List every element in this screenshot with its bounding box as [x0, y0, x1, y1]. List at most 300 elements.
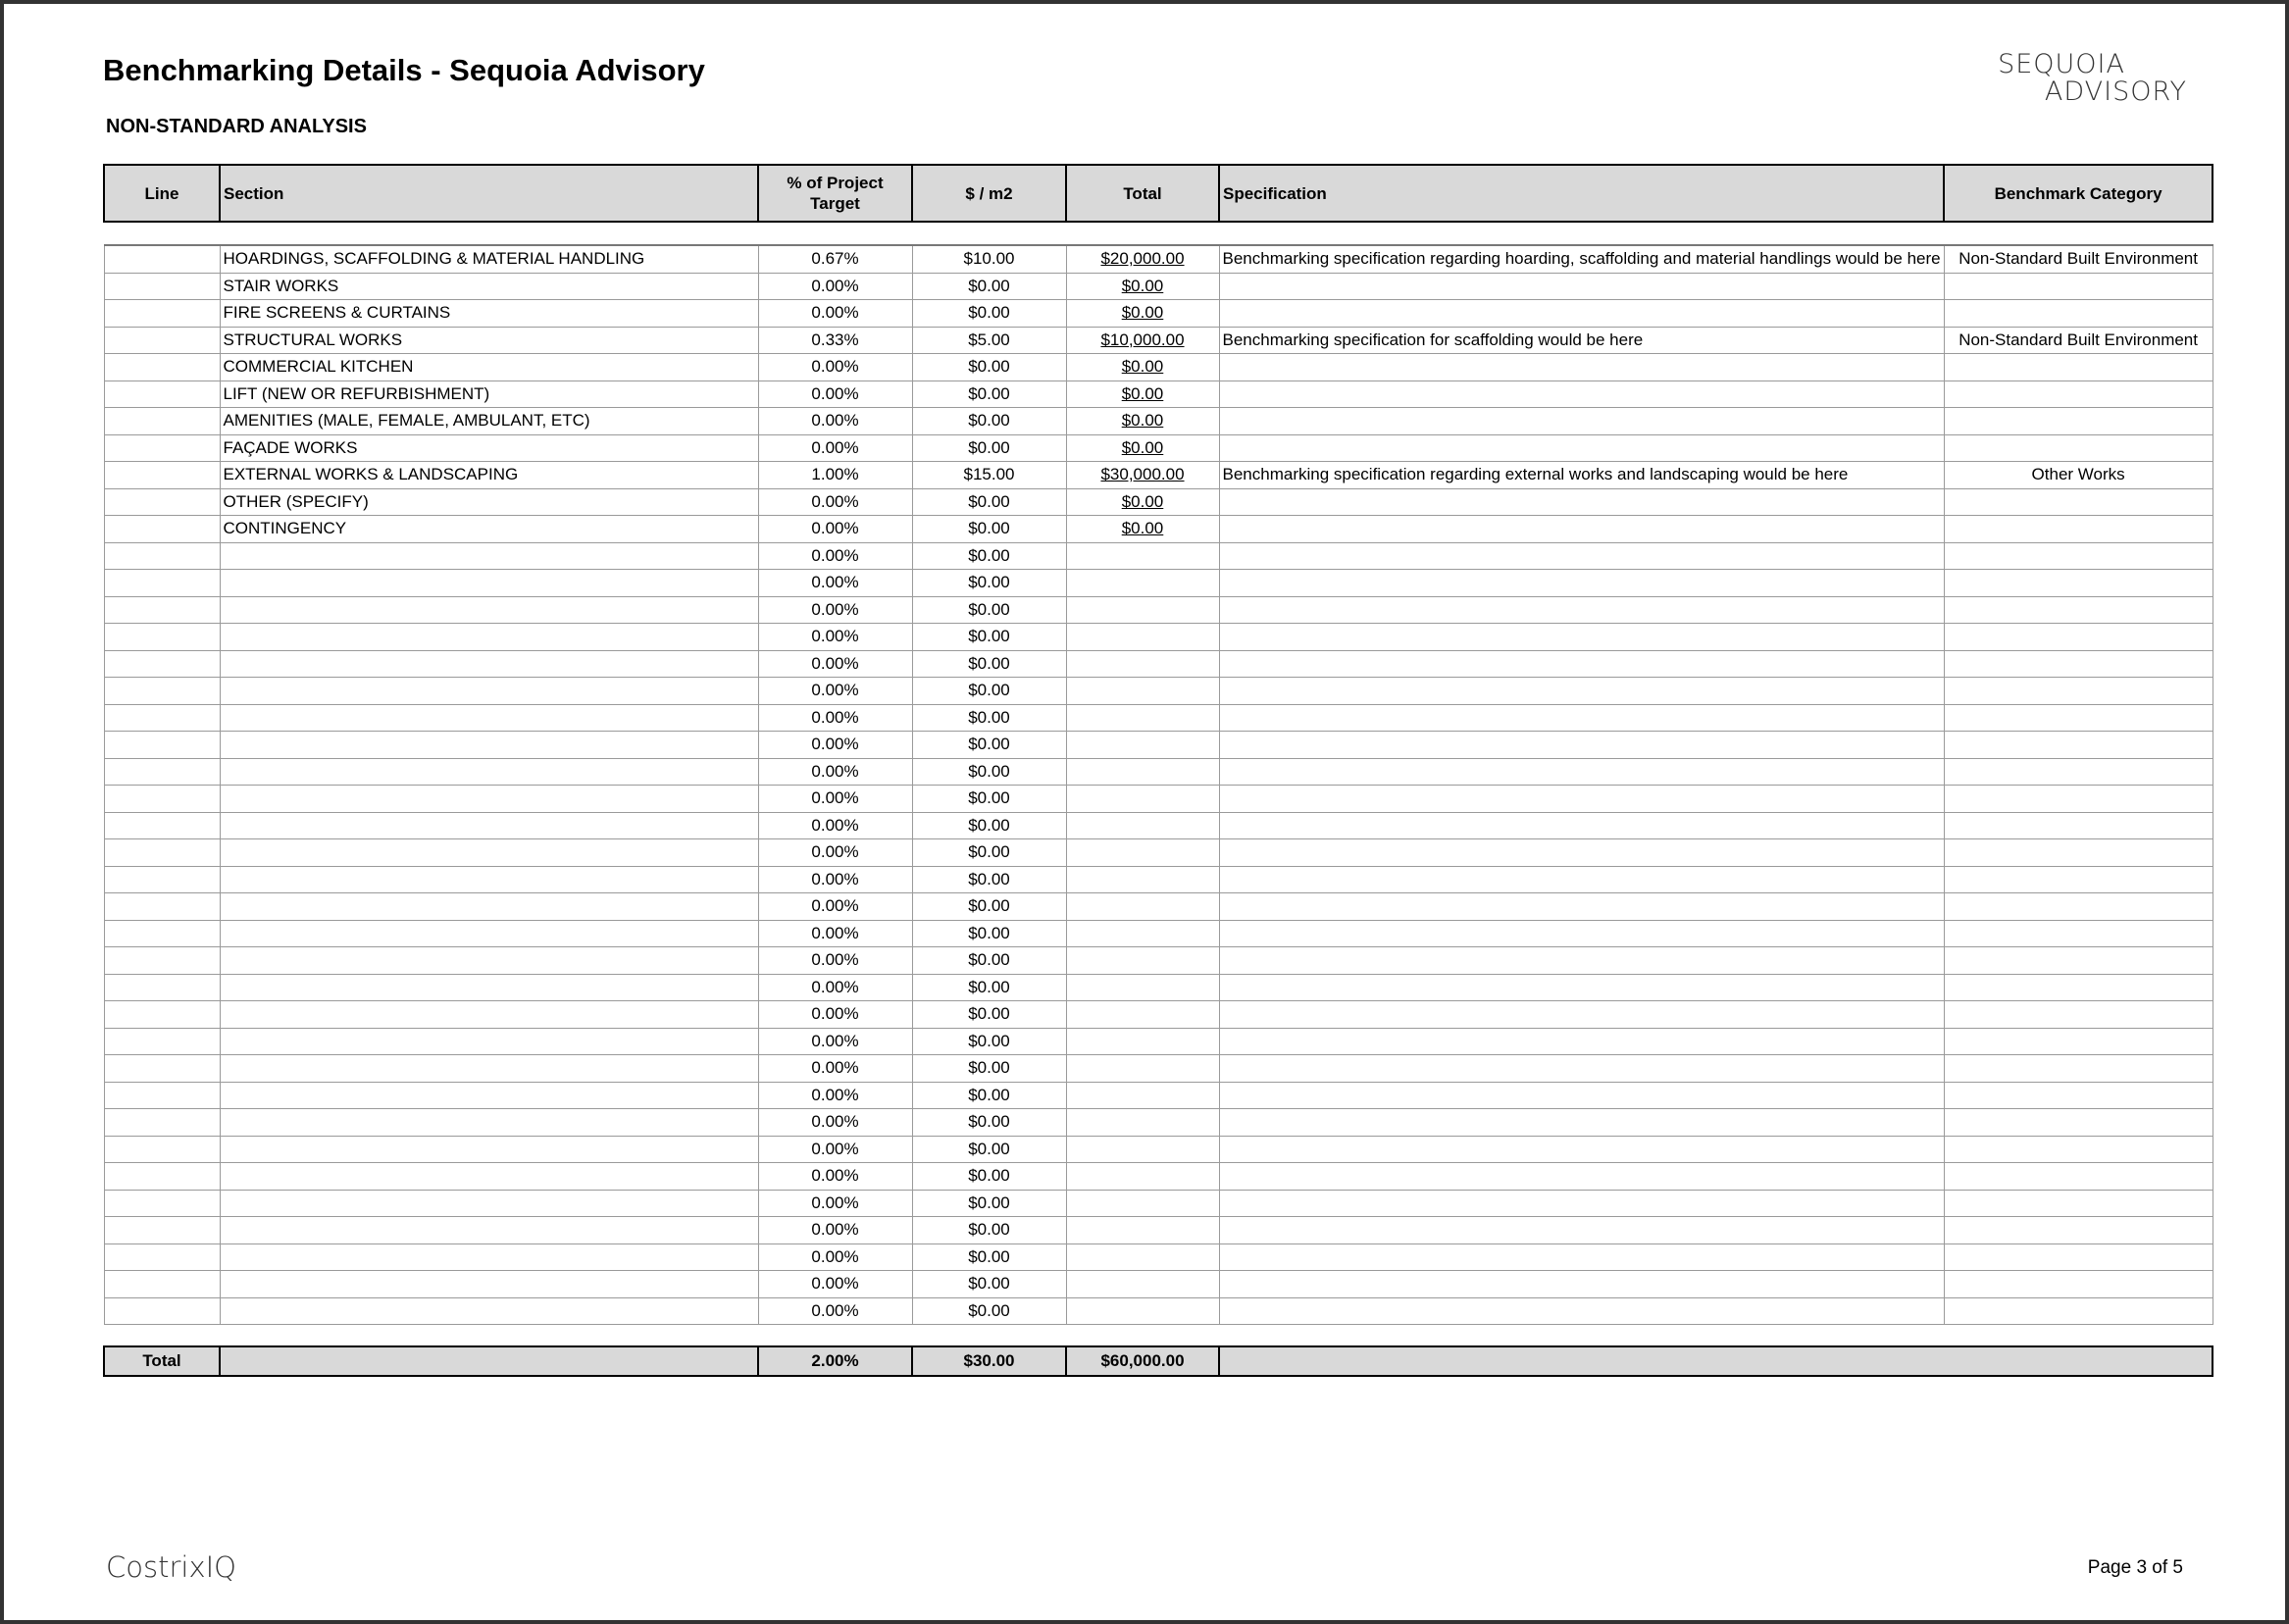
cell-category: [1944, 381, 2213, 408]
col-header-category: Benchmark Category: [1944, 165, 2213, 222]
cell-line: [104, 516, 220, 543]
cell-category: [1944, 408, 2213, 435]
cell-spec: [1219, 408, 1944, 435]
cell-line: [104, 300, 220, 328]
table-row: [104, 1082, 2213, 1109]
cell-pct: 0.00%: [758, 678, 912, 705]
cell-pct: 0.00%: [758, 758, 912, 786]
cell-pct: 0.00%: [758, 354, 912, 381]
cell-total: [1066, 974, 1219, 1001]
cell-per-m2: $0.00: [912, 1297, 1066, 1325]
cell-line: [104, 1243, 220, 1271]
cell-total: $10,000.00: [1066, 327, 1219, 354]
cell-section: [220, 1109, 758, 1137]
cell-pct: 0.00%: [758, 732, 912, 759]
cell-section: [220, 786, 758, 813]
cell-spec: [1219, 1217, 1944, 1244]
totals-row: [104, 1346, 2213, 1376]
cell-category: [1944, 1271, 2213, 1298]
cell-spec: [1219, 1136, 1944, 1163]
cell-total: [1066, 1082, 1219, 1109]
cell-category: [1944, 596, 2213, 624]
cell-pct: 0.00%: [758, 1297, 912, 1325]
cell-category: [1944, 1109, 2213, 1137]
cell-spec: [1219, 758, 1944, 786]
cell-spec: [1219, 516, 1944, 543]
cell-total: [1066, 1190, 1219, 1217]
cell-category: [1944, 1297, 2213, 1325]
benchmark-table: [103, 164, 2213, 1377]
cell-pct: 0.00%: [758, 488, 912, 516]
cell-line: [104, 381, 220, 408]
cell-spec: [1219, 920, 1944, 947]
table-row: [104, 839, 2213, 867]
cell-spec: [1219, 704, 1944, 732]
cell-section: [220, 1001, 758, 1029]
cell-category: [1944, 300, 2213, 328]
cell-category: [1944, 488, 2213, 516]
cell-line: [104, 462, 220, 489]
cell-pct: 0.33%: [758, 327, 912, 354]
header-row: [104, 165, 2213, 222]
table-row: [104, 1163, 2213, 1191]
cell-spec: [1219, 354, 1944, 381]
cell-per-m2: $0.00: [912, 786, 1066, 813]
cell-category: Other Works: [1944, 462, 2213, 489]
cell-spec: Benchmarking specification regarding hoarding, scaffolding and material handlings would be here: [1219, 245, 1944, 273]
table-row: [104, 1190, 2213, 1217]
cell-line: [104, 732, 220, 759]
cell-per-m2: $0.00: [912, 1271, 1066, 1298]
cell-section: AMENITIES (MALE, FEMALE, AMBULANT, ETC): [220, 408, 758, 435]
totals-pct: 2.00%: [758, 1346, 912, 1376]
cell-per-m2: $0.00: [912, 866, 1066, 893]
col-header-spec: Specification: [1219, 165, 1944, 222]
cell-line: [104, 786, 220, 813]
col-header-total: Total: [1066, 165, 1219, 222]
cell-per-m2: $0.00: [912, 1217, 1066, 1244]
cell-per-m2: $0.00: [912, 947, 1066, 975]
cell-category: [1944, 974, 2213, 1001]
cell-category: [1944, 1055, 2213, 1083]
cell-total: [1066, 1271, 1219, 1298]
cell-pct: 0.00%: [758, 866, 912, 893]
cell-per-m2: $0.00: [912, 300, 1066, 328]
cell-section: [220, 1297, 758, 1325]
totals-blank: [1219, 1346, 2213, 1376]
cell-total: [1066, 1136, 1219, 1163]
cell-spec: [1219, 1001, 1944, 1029]
cell-per-m2: $0.00: [912, 974, 1066, 1001]
cell-section: [220, 570, 758, 597]
table-row: [104, 434, 2213, 462]
cell-total: [1066, 1217, 1219, 1244]
cell-per-m2: $0.00: [912, 704, 1066, 732]
cell-pct: 0.00%: [758, 516, 912, 543]
cell-total: $0.00: [1066, 516, 1219, 543]
report-page: [4, 4, 2285, 1620]
cell-line: [104, 1136, 220, 1163]
cell-category: [1944, 624, 2213, 651]
page-title: Benchmarking Details - Sequoia Advisory: [103, 53, 705, 87]
cell-section: [220, 596, 758, 624]
cell-total: [1066, 1243, 1219, 1271]
cell-section: LIFT (NEW OR REFURBISHMENT): [220, 381, 758, 408]
cell-total: [1066, 542, 1219, 570]
cell-pct: 0.00%: [758, 542, 912, 570]
cell-pct: 0.00%: [758, 1055, 912, 1083]
table-row: [104, 542, 2213, 570]
cell-spec: [1219, 273, 1944, 300]
cell-per-m2: $0.00: [912, 354, 1066, 381]
cell-category: [1944, 678, 2213, 705]
cell-total: [1066, 732, 1219, 759]
cell-section: OTHER (SPECIFY): [220, 488, 758, 516]
cell-per-m2: $0.00: [912, 434, 1066, 462]
cell-total: [1066, 678, 1219, 705]
cell-per-m2: $0.00: [912, 893, 1066, 921]
cell-pct: 0.00%: [758, 273, 912, 300]
col-header-section: Section: [220, 165, 758, 222]
table-row: [104, 812, 2213, 839]
logo-line-2: ADVISORY: [2044, 76, 2187, 107]
cell-pct: 1.00%: [758, 462, 912, 489]
cell-per-m2: $0.00: [912, 596, 1066, 624]
cell-section: [220, 704, 758, 732]
cell-category: [1944, 893, 2213, 921]
cell-section: [220, 542, 758, 570]
cell-line: [104, 273, 220, 300]
cell-pct: 0.00%: [758, 1136, 912, 1163]
cell-spec: [1219, 866, 1944, 893]
cell-line: [104, 704, 220, 732]
cell-category: [1944, 1136, 2213, 1163]
cell-per-m2: $0.00: [912, 1055, 1066, 1083]
cell-total: [1066, 920, 1219, 947]
cell-section: STRUCTURAL WORKS: [220, 327, 758, 354]
table-row: [104, 624, 2213, 651]
cell-line: [104, 434, 220, 462]
cell-category: [1944, 866, 2213, 893]
cell-total: $0.00: [1066, 354, 1219, 381]
cell-per-m2: $0.00: [912, 839, 1066, 867]
table-row: [104, 1109, 2213, 1137]
cell-per-m2: $0.00: [912, 650, 1066, 678]
cell-per-m2: $0.00: [912, 1001, 1066, 1029]
cell-spec: [1219, 596, 1944, 624]
cell-pct: 0.00%: [758, 786, 912, 813]
cell-per-m2: $0.00: [912, 542, 1066, 570]
table-row: [104, 570, 2213, 597]
cell-category: [1944, 273, 2213, 300]
cell-per-m2: $0.00: [912, 624, 1066, 651]
cell-section: FIRE SCREENS & CURTAINS: [220, 300, 758, 328]
cell-spec: [1219, 1271, 1944, 1298]
cell-per-m2: $0.00: [912, 732, 1066, 759]
cell-spec: [1219, 1055, 1944, 1083]
cell-per-m2: $0.00: [912, 408, 1066, 435]
table-row: [104, 1028, 2213, 1055]
cell-category: [1944, 354, 2213, 381]
cell-pct: 0.00%: [758, 408, 912, 435]
cell-total: [1066, 1163, 1219, 1191]
table-row: [104, 300, 2213, 328]
cell-total: $0.00: [1066, 273, 1219, 300]
cell-total: $0.00: [1066, 381, 1219, 408]
cell-spec: [1219, 1190, 1944, 1217]
cell-section: [220, 947, 758, 975]
cell-per-m2: $0.00: [912, 1243, 1066, 1271]
cell-pct: 0.00%: [758, 893, 912, 921]
cell-category: [1944, 434, 2213, 462]
cell-section: [220, 1217, 758, 1244]
cell-category: [1944, 1243, 2213, 1271]
cell-line: [104, 1297, 220, 1325]
cell-section: [220, 866, 758, 893]
cell-pct: 0.00%: [758, 1109, 912, 1137]
cell-per-m2: $0.00: [912, 1109, 1066, 1137]
table-row: [104, 273, 2213, 300]
cell-line: [104, 596, 220, 624]
cell-category: Non-Standard Built Environment: [1944, 245, 2213, 273]
cell-category: [1944, 704, 2213, 732]
cell-line: [104, 1163, 220, 1191]
cell-total: $0.00: [1066, 408, 1219, 435]
table-row: [104, 1297, 2213, 1325]
cell-total: [1066, 893, 1219, 921]
cell-spec: [1219, 1297, 1944, 1325]
col-header-per-m2: $ / m2: [912, 165, 1066, 222]
cell-section: [220, 624, 758, 651]
cell-pct: 0.00%: [758, 1082, 912, 1109]
cell-total: [1066, 786, 1219, 813]
cell-spec: Benchmarking specification for scaffolding would be here: [1219, 327, 1944, 354]
cell-per-m2: $0.00: [912, 1163, 1066, 1191]
cell-category: [1944, 732, 2213, 759]
sequoia-advisory-logo: [1971, 51, 2187, 106]
cell-line: [104, 650, 220, 678]
cell-category: [1944, 1028, 2213, 1055]
cell-section: COMMERCIAL KITCHEN: [220, 354, 758, 381]
cell-total: [1066, 650, 1219, 678]
cell-spec: [1219, 678, 1944, 705]
cell-category: [1944, 1001, 2213, 1029]
col-header-line: Line: [104, 165, 220, 222]
cell-spec: [1219, 488, 1944, 516]
cell-per-m2: $0.00: [912, 570, 1066, 597]
cell-category: [1944, 920, 2213, 947]
totals-label: Total: [104, 1346, 220, 1376]
cell-section: FAÇADE WORKS: [220, 434, 758, 462]
cell-line: [104, 920, 220, 947]
totals-section: [220, 1346, 758, 1376]
cell-category: [1944, 516, 2213, 543]
cell-spec: [1219, 947, 1944, 975]
cell-spec: [1219, 542, 1944, 570]
table-body: [104, 245, 2213, 1325]
cell-total: $20,000.00: [1066, 245, 1219, 273]
cell-line: [104, 408, 220, 435]
cell-line: [104, 1217, 220, 1244]
table-row: [104, 245, 2213, 273]
cell-pct: 0.00%: [758, 974, 912, 1001]
cell-spec: [1219, 974, 1944, 1001]
cell-per-m2: $10.00: [912, 245, 1066, 273]
cell-section: HOARDINGS, SCAFFOLDING & MATERIAL HANDLING: [220, 245, 758, 273]
cell-section: EXTERNAL WORKS & LANDSCAPING: [220, 462, 758, 489]
cell-category: [1944, 1217, 2213, 1244]
cell-spec: [1219, 1243, 1944, 1271]
cell-per-m2: $0.00: [912, 488, 1066, 516]
cell-per-m2: $0.00: [912, 758, 1066, 786]
cell-line: [104, 678, 220, 705]
cell-section: [220, 732, 758, 759]
cell-spec: [1219, 434, 1944, 462]
cell-line: [104, 839, 220, 867]
table-row: [104, 1136, 2213, 1163]
cell-total: [1066, 1028, 1219, 1055]
table-row: [104, 462, 2213, 489]
cell-line: [104, 1001, 220, 1029]
table-row: [104, 758, 2213, 786]
table-row: [104, 354, 2213, 381]
cell-pct: 0.00%: [758, 1217, 912, 1244]
cell-line: [104, 947, 220, 975]
cell-line: [104, 1028, 220, 1055]
cell-category: [1944, 947, 2213, 975]
cell-category: [1944, 1190, 2213, 1217]
cell-line: [104, 1082, 220, 1109]
table-row: [104, 1243, 2213, 1271]
cell-pct: 0.00%: [758, 1243, 912, 1271]
cell-pct: 0.00%: [758, 1001, 912, 1029]
cell-line: [104, 866, 220, 893]
cell-total: [1066, 1109, 1219, 1137]
cell-spec: [1219, 650, 1944, 678]
cell-pct: 0.00%: [758, 434, 912, 462]
table-row: [104, 596, 2213, 624]
cell-total: [1066, 570, 1219, 597]
table-row: [104, 488, 2213, 516]
table-row: [104, 1271, 2213, 1298]
cell-spec: [1219, 1109, 1944, 1137]
cell-pct: 0.00%: [758, 920, 912, 947]
totals-per-m2: $30.00: [912, 1346, 1066, 1376]
cell-section: [220, 920, 758, 947]
cell-section: [220, 1028, 758, 1055]
col-header-pct: % of Project Target: [758, 165, 912, 222]
cell-section: [220, 1082, 758, 1109]
cell-pct: 0.00%: [758, 947, 912, 975]
cell-category: Non-Standard Built Environment: [1944, 327, 2213, 354]
cell-per-m2: $0.00: [912, 1190, 1066, 1217]
cell-line: [104, 974, 220, 1001]
cell-category: [1944, 650, 2213, 678]
logo-line-1: SEQUOIA: [1998, 49, 2125, 79]
cell-spec: [1219, 839, 1944, 867]
cell-per-m2: $0.00: [912, 678, 1066, 705]
cell-category: [1944, 1163, 2213, 1191]
cell-spec: [1219, 300, 1944, 328]
cell-line: [104, 1190, 220, 1217]
cell-total: [1066, 758, 1219, 786]
cell-line: [104, 488, 220, 516]
cell-section: [220, 812, 758, 839]
cell-per-m2: $0.00: [912, 1082, 1066, 1109]
cell-section: [220, 974, 758, 1001]
cell-section: CONTINGENCY: [220, 516, 758, 543]
cell-category: [1944, 786, 2213, 813]
cell-per-m2: $0.00: [912, 381, 1066, 408]
cell-total: [1066, 812, 1219, 839]
cell-category: [1944, 839, 2213, 867]
cell-pct: 0.00%: [758, 839, 912, 867]
table-row: [104, 786, 2213, 813]
page-number: Page 3 of 5: [2087, 1557, 2183, 1578]
cell-section: [220, 1271, 758, 1298]
cell-spec: [1219, 786, 1944, 813]
cell-section: [220, 1136, 758, 1163]
cell-pct: 0.00%: [758, 812, 912, 839]
cell-line: [104, 758, 220, 786]
table-row: [104, 704, 2213, 732]
cell-section: [220, 678, 758, 705]
costrixiq-logo: CostrixIQ: [106, 1550, 236, 1584]
table-row: [104, 678, 2213, 705]
cell-line: [104, 624, 220, 651]
table-row: [104, 920, 2213, 947]
table-row: [104, 947, 2213, 975]
cell-spec: [1219, 732, 1944, 759]
cell-total: [1066, 839, 1219, 867]
cell-line: [104, 327, 220, 354]
cell-line: [104, 1055, 220, 1083]
cell-spec: [1219, 893, 1944, 921]
cell-per-m2: $15.00: [912, 462, 1066, 489]
cell-total: $0.00: [1066, 434, 1219, 462]
cell-section: [220, 1243, 758, 1271]
cell-section: [220, 758, 758, 786]
cell-pct: 0.00%: [758, 624, 912, 651]
cell-section: STAIR WORKS: [220, 273, 758, 300]
table-row: [104, 650, 2213, 678]
table-row: [104, 408, 2213, 435]
cell-line: [104, 570, 220, 597]
cell-category: [1944, 570, 2213, 597]
cell-per-m2: $0.00: [912, 1136, 1066, 1163]
cell-per-m2: $0.00: [912, 812, 1066, 839]
cell-spec: [1219, 812, 1944, 839]
cell-spec: Benchmarking specification regarding external works and landscaping would be here: [1219, 462, 1944, 489]
cell-pct: 0.00%: [758, 596, 912, 624]
cell-total: [1066, 1055, 1219, 1083]
cell-total: [1066, 1297, 1219, 1325]
cell-pct: 0.00%: [758, 1271, 912, 1298]
cell-line: [104, 1271, 220, 1298]
cell-line: [104, 245, 220, 273]
cell-total: [1066, 596, 1219, 624]
cell-pct: 0.00%: [758, 1190, 912, 1217]
cell-pct: 0.00%: [758, 650, 912, 678]
cell-per-m2: $0.00: [912, 273, 1066, 300]
cell-per-m2: $0.00: [912, 1028, 1066, 1055]
cell-spec: [1219, 1082, 1944, 1109]
cell-section: [220, 1055, 758, 1083]
cell-spec: [1219, 570, 1944, 597]
cell-section: [220, 650, 758, 678]
cell-total: [1066, 624, 1219, 651]
cell-pct: 0.00%: [758, 570, 912, 597]
